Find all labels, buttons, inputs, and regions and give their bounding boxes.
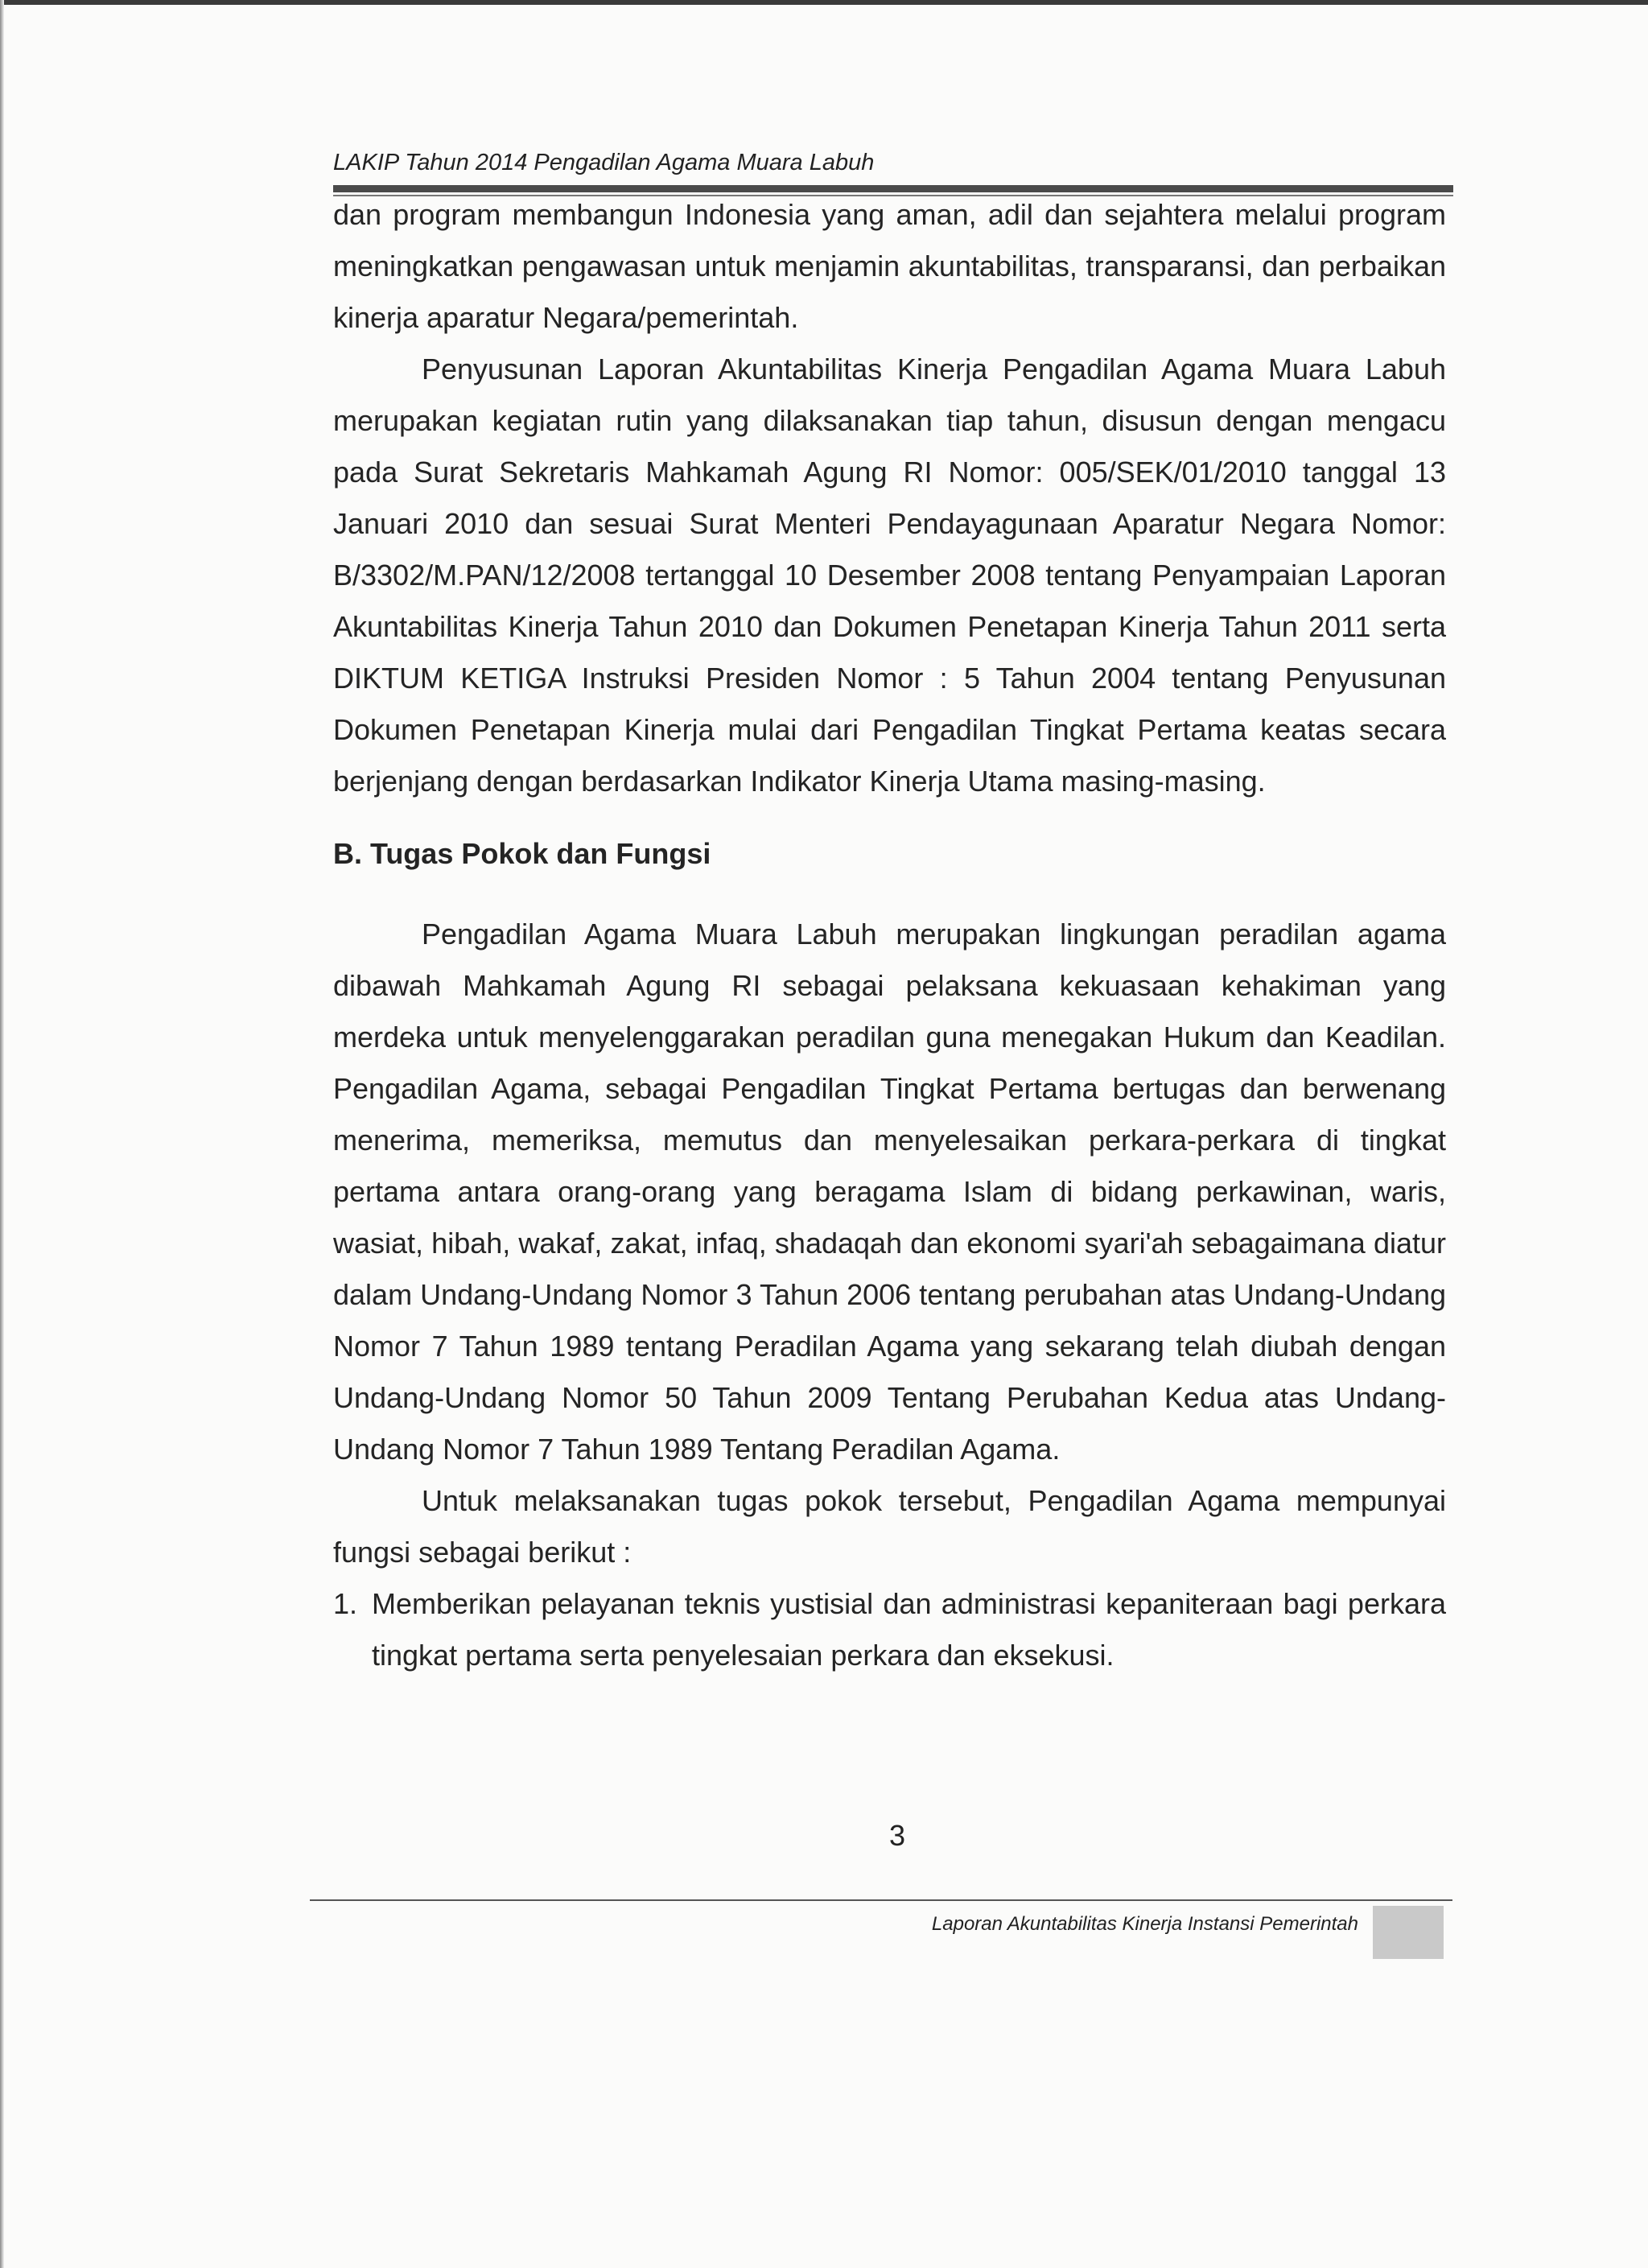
scan-edge [0, 0, 1648, 5]
paragraph: dan program membangun Indonesia yang aman, adil dan sejahtera melalui program meningkatkan pengawasan untuk menjamin akuntabilitas, transparansi, dan perbaikan kinerja aparatur Negara/pemerintah. [333, 198, 1446, 334]
paragraph: Untuk melaksanakan tugas pokok tersebut, Pengadilan Agama mempunyai fungsi sebagai berikut : [333, 1484, 1446, 1569]
list-text: Memberikan pelayanan teknis yustisial dan administrasi kepaniteraan bagi perkara tingkat pertama serta penyelesaian perkara dan eksekusi. [372, 1587, 1446, 1672]
footer-decoration [1373, 1906, 1444, 1959]
running-footer: Laporan Akuntabilitas Kinerja Instansi Pemerintah [931, 1913, 1358, 1935]
page-number: 3 [889, 1819, 906, 1852]
list-item [333, 1578, 1446, 1681]
paragraph: Pengadilan Agama Muara Labuh merupakan lingkungan peradilan agama dibawah Mahkamah Agung RI sebagai pelaksana kekuasaan kehakiman yang merdeka untuk menyelenggarakan peradilan guna menegakan Hukum dan Keadilan. Pengadilan Agama, sebagai Pengadilan Tingkat Pertama bertugas dan berwenang menerima, memeriksa, memutus dan menyelesaikan perkara-perkara di tingkat pertama antara orang-orang yang beragama Islam di bidang perkawinan, waris, wasiat, hibah, wakaf, zakat, infaq, shadaqah dan ekonomi syari'ah sebagaimana diatur dalam Undang-Undang Nomor 3 Tahun 2006 tentang perubahan atas Undang-Undang Nomor 7 Tahun 1989 tentang Peradilan Agama yang sekarang telah diubah dengan Undang-Undang Nomor 50 Tahun 2009 Tentang Perubahan Kedua atas Undang-Undang Nomor 7 Tahun 1989 Tentang Peradilan Agama. [333, 918, 1446, 1466]
running-header: LAKIP Tahun 2014 Pengadilan Agama Muara Labuh [333, 150, 875, 175]
paragraph: Penyusunan Laporan Akuntabilitas Kinerja Pengadilan Agama Muara Labuh merupakan kegiatan rutin yang dilaksanakan tiap tahun, disusun dengan mengacu pada Surat Sekretaris Mahkamah Agung RI Nomor: 005/SEK/01/2010 tanggal 13 Januari 2010 dan sesuai Surat Menteri Pendayagunaan Aparatur Negara Nomor: B/3302/M.PAN/12/2008 tertanggal 10 Desember 2008 tentang Penyampaian Laporan Akuntabilitas Kinerja Tahun 2010 dan Dokumen Penetapan Kinerja Tahun 2011 serta DIKTUM KETIGA Instruksi Presiden Nomor : 5 Tahun 2004 tentang Penyusunan Dokumen Penetapan Kinerja mulai dari Pengadilan Tingkat Pertama keatas secara berjenjang dengan berdasarkan Indikator Kinerja Utama masing-masing. [333, 353, 1446, 798]
list-number: 1. [333, 1587, 358, 1620]
section-heading: B. Tugas Pokok dan Fungsi [333, 837, 711, 870]
footer-rule [310, 1899, 1452, 1901]
page-content [333, 189, 1446, 1681]
scan-shadow [0, 0, 4, 2268]
